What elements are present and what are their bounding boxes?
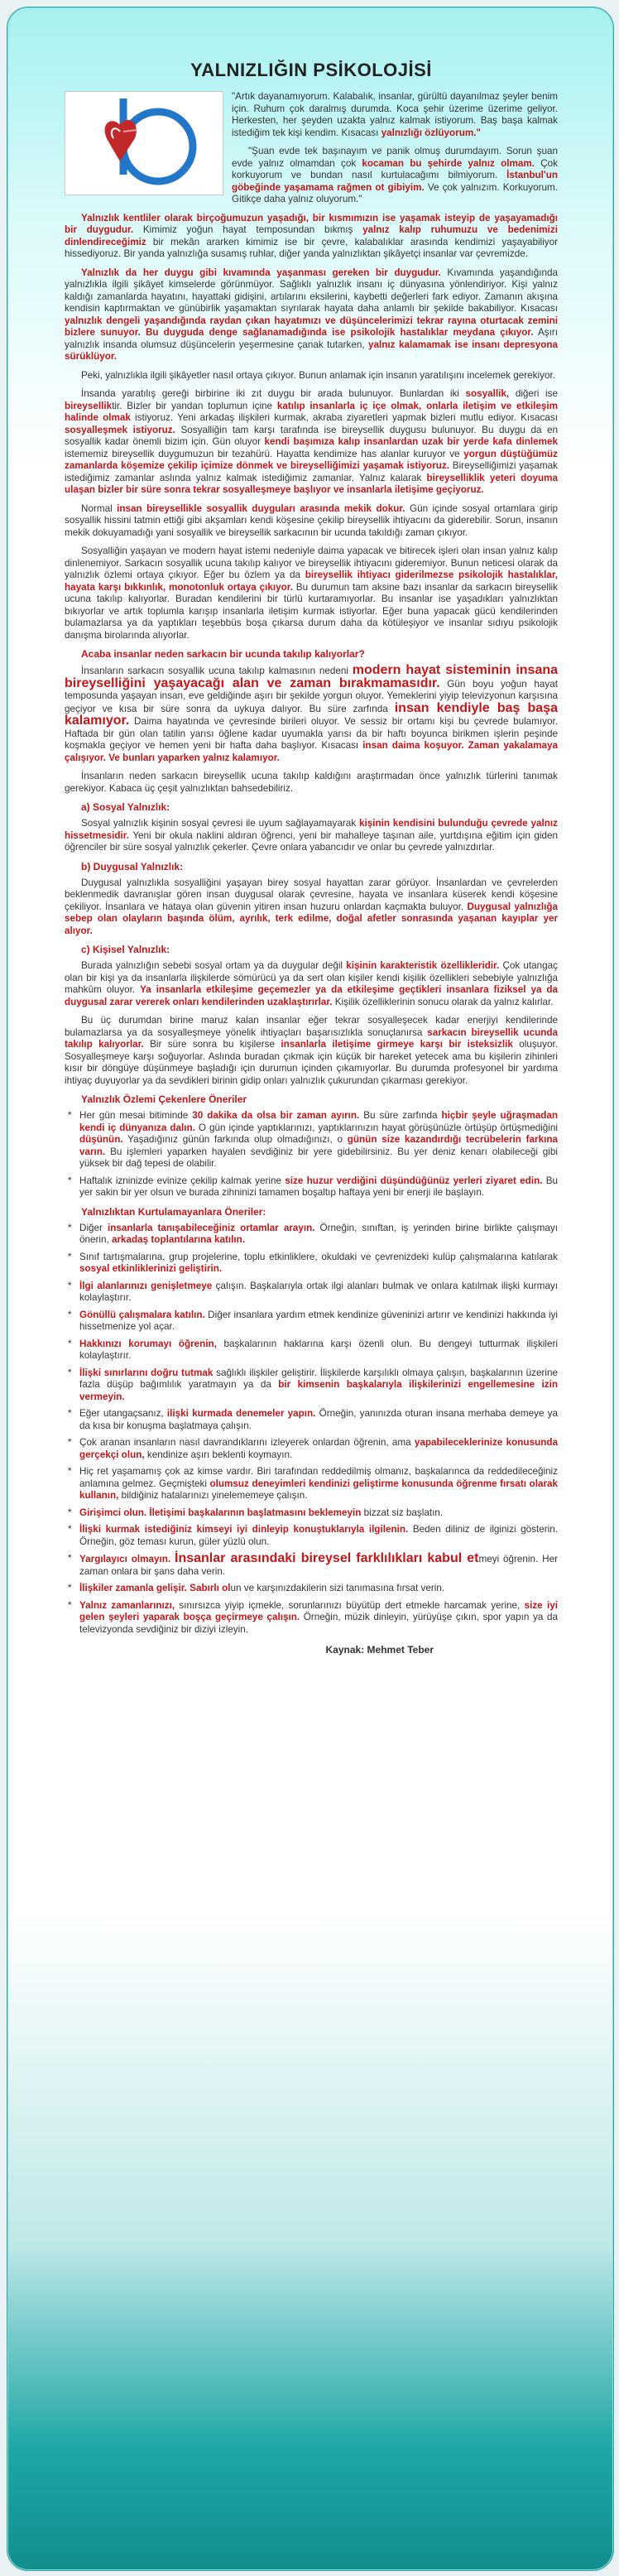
- body-text: Sosyal yalnızlık kişinin sosyal çevresi ile uyum sağlayamayarak: [81, 818, 359, 829]
- highlight-text: sosyal etkinliklerinizi geliştirin.: [79, 1263, 223, 1274]
- body-text: İnsanların sarkacın sosyallik ucuna takılıp kalmasının nedeni: [81, 666, 353, 676]
- highlight-text: günün size kazandırdığı tecrübelerin farkına varın.: [79, 1134, 558, 1157]
- body-text: İnsanların neden sarkacın bireysellik ucuna takılıp kaldığını araştırmadan önce yalnızlık türlerini tanımak gerekiyor. Kabaca üç çeşit yalnızlıktan bahsedebiliriz.: [65, 771, 558, 794]
- paragraph: [65, 665, 558, 764]
- body-text: Sosyalliğin yaşayan ve modern hayat istemi nedeniyle daima yapacak ve bitirecek işleri olan insan yalnız kalıp dinlenemiyor. Sarkacın sosyallik ucuna takılıp kalıyor ve bireysellik ihtiyacını gideremiyor. Bunun neticesi olarak da yalnızlık özlemi ortaya çıkıyor. Eğer bu özlem ya da: [65, 545, 558, 580]
- highlight-text: İlgi alanlarınızı genişletmeye: [79, 1280, 213, 1291]
- body-text: Bu işlemleri yaparken hayalen sevdiğiniz bir yere gidebilirsiniz. Bu yer deniz kenarı olabileceği gibi yüksek bir dağ tepesi de olabilir.: [79, 1146, 558, 1169]
- highlight-text: modern hayat sisteminin insana bireyselliğini yaşayacağı alan ve zaman bırakmamasıdır.: [65, 663, 559, 690]
- paragraph: [65, 545, 558, 642]
- body-text: Gün boyu yoğun hayat temposunda yaşayan insan, eve geldiğinde aşırı bir şekilde yorgun oluyor. Yemeklerini yiyip televizyonun karşısına geçiyor ve kısa bir süre sonra da uykuya dalıyor. Bu süre zarfında: [65, 678, 558, 714]
- body-text: Örneğin, sınıftan, iş yerinden birine birlikte çalışmayı önerin,: [79, 1222, 558, 1245]
- body-text: başkalarının haklarına karşı özenli olun. Bu dengeyi tutturmak ilişkileri kolaylaştırır.: [79, 1338, 558, 1361]
- paragraph: [65, 771, 558, 795]
- highlight-text: katılıp insanlarla iç içe olmak, onlarla iletişim ve etkileşim halinde olmak: [65, 400, 558, 423]
- body-text: Sınıf tartışmalarına, grup projelerine, toplu etkinliklere, okuldaki ve çevrenizdeki kulüp çalışmalarına katılarak: [79, 1251, 558, 1262]
- body-text: Aşırı yalnızlık insanda olumsuz düşüncelerin yeşermesine çanak tutarken,: [65, 327, 558, 350]
- body-text: Beden diliniz de ilginizi gösterin. Örneğin, göz teması kurun, güler yüzlü olun.: [79, 1524, 558, 1547]
- tips2-heading: Yalnızlıktan Kurtulamayanlara Öneriler:: [81, 1205, 266, 1218]
- list-item: [79, 1507, 558, 1520]
- body-text: Diğer: [79, 1222, 108, 1233]
- highlight-text: insanlarla tanışabileceğiniz ortamlar arayın.: [107, 1222, 315, 1233]
- emotional-loneliness-text: [65, 877, 558, 938]
- body-text: un ve karşınızdakilerin sizi tanımasına fırsat verin.: [230, 1583, 445, 1593]
- body-text: meyi öğrenin. Her zaman onlara bir şans daha verin.: [79, 1554, 558, 1577]
- highlight-text: Hakkınızı korumayı öğrenin,: [79, 1338, 217, 1349]
- body-text: Burada yalnızlığın sebebi sosyal ortam ya da duygular değil: [81, 960, 347, 971]
- highlight-text: Duygusal yalnızlığa sebep olan olayların başında ölüm, ayrılık, terk edilme, doğal afetler sonrasında yaşanan kayıplar yer alıyor.: [65, 901, 559, 936]
- highlight-text: bireyselliklik yeteri doyuma ulaşan bizler bir süre sonra tekrar sosyalleşmeye başlıyor ve insanlarla iletişime geçiyoruz.: [65, 472, 558, 495]
- list-item: [79, 1466, 558, 1502]
- highlight-text: İnsanlar arasındaki bireysel farklılıkları kabul et: [175, 1551, 479, 1565]
- body-text: Çok aranan insanların nasıl davrandıklarını izleyerek onlardan öğrenin, ama: [79, 1437, 415, 1448]
- highlight-text: yalnızlığı özlüyorum.": [381, 127, 482, 138]
- question-heading: Acaba insanlar neden sarkacın bir ucunda takılıp kalıyorlar?: [81, 648, 365, 660]
- body-text: çalışın. Başkalarıyla ortak ilgi alanları bulmak ve onlara katılmak ilişki kurmayı kolaylaştırır.: [79, 1280, 559, 1303]
- body-text: Bir süre sonra bu kişilerse: [143, 1039, 281, 1050]
- highlight-text: kişinin kendisini bulunduğu çevrede yalnız hissetmesidir.: [65, 818, 558, 841]
- tips2-list: [65, 1223, 558, 1636]
- body-paragraphs-2: [65, 665, 558, 795]
- list-item: [79, 1310, 558, 1334]
- list-item: [79, 1110, 558, 1170]
- paragraph: [65, 267, 558, 363]
- social-loneliness-text: [65, 818, 558, 854]
- personal-loneliness-text: [65, 960, 558, 1087]
- highlight-text: Ya insanlarla etkileşime geçemezler ya da etkileşime geçtikleri insanlara fiziksel ya da duygusal zarar vererek onları kendilerinden uzaklaştırırlar.: [65, 984, 559, 1007]
- body-text: Kıvamında yaşandığında yalnızlıkla ilgili şikâyet kimselerde görünmüyor. Sağlıklı yalnızlık insanı iç dünyasına yönlendiriyor. Kişi yalnız kaldığı zamanlarda hayatını, hayattaki gidişini, artılarını eksilerini, kaybetti değerleri fark ediyor. Zamanın akışına kendisin kaptırmaktan ve günübirlik yaşamaktan sıyrılarak hayata daha anlamlı bir şekilde bakabiliyor. Kısacası: [65, 267, 558, 314]
- highlight-text: 30 dakika da olsa bir zaman ayırın.: [192, 1110, 360, 1121]
- tips-list: [65, 1110, 558, 1199]
- personal-loneliness-heading: c) Kişisel Yalnızlık:: [81, 944, 170, 955]
- highlight-text: size iyi gelen şeyleri yaparak boşça geçirmeye çalışın.: [79, 1599, 558, 1622]
- highlight-text: yapabileceklerinize konusunda gerçekçi olun,: [79, 1437, 558, 1460]
- body-text: "Şuan evde tek başınayım ve panik olmuş durumdayım. Sorun şuan evde yalnız olmamdan çok: [232, 146, 558, 169]
- author-credit: Kaynak: Mehmet Teber: [325, 1644, 434, 1656]
- logo-graphic: [65, 92, 223, 195]
- body-text: Gün içinde sosyal ortamlara girip sosyallik hissini tatmin ettiği gibi akşamları kendi köşesine çekilip bireysellik ihtiyacını da giderebilir. Sorun, insanın mekik dokuyamadığı yani sosyallik ve bireysellik sarkacının bir ucunda takıldığı zaman çıkıyor.: [65, 502, 558, 538]
- highlight-text: İlişki kurmak istediğiniz kimseyi iyi dinleyip konuştuklarıyla ilgilenin.: [79, 1524, 409, 1535]
- body-text: O gün içinde yaptıklarınızı, yaptıklarınızın hayat görüşünüzle örtüşüp örtüşmediğini: [194, 1122, 558, 1133]
- highlight-text: İlişkiler zamanla gelişir. Sabırlı ol: [79, 1583, 231, 1593]
- highlight-text: Yalnızlık da her duygu gibi kıvamında yaşanması gereken bir duygudur.: [81, 267, 441, 278]
- body-text: Diğer insanlara yardım etmek kendinize güveninizi artırır ve kendinizi hakkında iyi hissetmenize yol açar.: [79, 1309, 558, 1332]
- highlight-text: sosyallik,: [465, 388, 510, 399]
- highlight-text: İstanbul'un göbeğinde yaşamama rağmen ot gibiyim.: [232, 170, 558, 193]
- highlight-text: bir kimsenin başkalarıyla ilişkilerinizi engellemesine izin vermeyin.: [79, 1379, 558, 1402]
- paragraph: [65, 1015, 558, 1087]
- body-text: Bu yer sakin bir yer olsun ve burada zihninizi tamamen boşaltıp haftaya yeni bir enerji ile başlayın.: [79, 1175, 558, 1198]
- list-item: [79, 1223, 558, 1247]
- list-item: [79, 1338, 558, 1362]
- highlight-text: yalnız kalamamak ise insanı depresyona sürüklüyor.: [65, 339, 558, 362]
- body-text: sağlıklı ilişkiler geliştirir. İlişkilerde karşılıklı olmaya çalışın, başkalarının üzerine fazla düşüp bağımlılık yaratmayın ya da: [79, 1367, 558, 1390]
- body-text: Yaşadığınız günün farkında olup olmadığınızı, o: [122, 1134, 348, 1145]
- highlight-text: insanlarla iletişime girmeye karşı bir isteksizlik: [281, 1039, 513, 1050]
- body-text: Örneğin, müzik dinleyin, yürüyüşe çıkın, spor yapın ya da televizyonda sevdiğiniz bir diziyi izleyin.: [79, 1612, 558, 1635]
- list-item: [79, 1553, 558, 1578]
- highlight-text: bireysellik ihtiyacı giderilmezse psikolojik hastalıklar, hayata karşı bıkkınlık, monotonluk ortaya çıkıyor.: [65, 570, 558, 593]
- list-item: [79, 1437, 558, 1461]
- body-text: istememiz bireysellik duygumuzun bir tezahürü. Hayatta kendimize has alanlar kuruyor ve: [65, 448, 464, 459]
- highlight-text: yorgun düştüğümüz zamanlarda köşemize çekilip içimize dönmek ve bireyselliğimizi yaşamak istiyoruz.: [65, 448, 558, 471]
- highlight-text: Yargılayıcı olmayın.: [79, 1554, 171, 1564]
- body-text: "Artık dayanamıyorum. Kalabalık, insanlar, gürültü dayanılmaz şeyler benim için. Ruhum çok daralmış durumda. Koca şehir üzerime üzerime geliyor. Herkesten, her şeyden uzakta yalnız kalmak istiyorum. Baş başa kalmak istediğim tek kişi kendim. Kısacası: [232, 91, 558, 138]
- body-text: Bireyselliğimizi yaşamak istediğimiz zamanlar aslında yalnız kalmak istediğimiz zamanlar. Yalnız kalarak: [65, 460, 558, 483]
- body-paragraphs: [65, 213, 558, 642]
- body-text: Duygusal yalnızlıkla sosyalliğini yaşayan birey sosyal hayattan zarar görüyor. İnsanlardan ve çevrelerden beklenmedik davranışlar gören insan duygusal olarak çevresine, hayata ve insanlara küserek kendi köşesine çekiliyor. İnsanlara ve hataya olan güvenin yitiren insan huzuru onlardan kaçmakta buluyor.: [65, 877, 558, 912]
- paragraph: [65, 503, 558, 540]
- body-text: Kimimiz yoğun hayat temposundan bıkmış: [133, 224, 363, 235]
- article: [65, 60, 558, 1656]
- page-title: YALNIZLIĞIN PSİKOLOJİSİ: [190, 60, 432, 80]
- highlight-text: insan bireysellikle sosyallik duyguları arasında mekik dokur.: [117, 502, 405, 514]
- paragraph: [65, 213, 558, 261]
- paragraph: [65, 388, 558, 497]
- tips-heading: Yalnızlık Özlemi Çekenlere Öneriler: [81, 1093, 247, 1105]
- highlight-text: yalnızlık dengeli yaşandığında raydan çıkan hayatımızı ve düşüncelerimizi tekrar rayına oturtacak zemini bizlere sunuyor. Bu duyguda denge sağlanamadığında ise psikolojik hastalıklar meydana çıkıyor.: [65, 315, 558, 338]
- emotional-loneliness-heading: b) Duygusal Yalnızlık:: [81, 860, 184, 872]
- body-text: Eğer utangaçsanız,: [79, 1408, 167, 1419]
- body-text: Bu süre zarfında: [359, 1110, 442, 1121]
- highlight-text: Yalnızlık kentliler olarak birçoğumuzun yaşadığı, bir kısmımızın ise yaşamak isteyip de yaşayamadığı bir duygudur.: [65, 212, 558, 235]
- list-item: [79, 1583, 558, 1595]
- body-text: sınırsızca yiyip içmekle, sorunlarınızı büyütüp dert etmekle harcamak yerine,: [175, 1599, 525, 1611]
- body-text: bir mekân ararken kimimiz ise bir çevre, kalabalıklar arasında kendimizi yaşayabiliyor hissediyoruz. Bir yanda yalnızlığa susamış ruhlar, diğer yanda yalnızlıktan şikâyetçi insanlar var çevremizde.: [65, 236, 558, 259]
- body-text: istiyoruz. Yeni arkadaş ilişkileri kurmak, akraba ziyaretleri yapmak bizleri mutlu ediyor. Kısacası: [130, 412, 558, 423]
- body-text: Bu üç durumdan birine maruz kalan insanlar eğer tekrar sosyalleşecek kadar enerjiyi kendilerinde bulamazlarsa ya da sosyalleşmeye yönelik ihtiyaçları başarısızlıkla sonuçlanırsa: [65, 1015, 558, 1038]
- highlight-text: Gönüllü çalışmalara katılın.: [79, 1309, 205, 1320]
- list-item: [79, 1524, 558, 1548]
- highlight-text: bireysellik: [65, 400, 113, 411]
- highlight-text: Yalnız zamanlarınızı,: [79, 1599, 175, 1611]
- body-text: Kişilik özelliklerinin sonucu olarak da yalnız kalırlar.: [332, 996, 554, 1007]
- body-text: Çok korkuyorum ve bundan nasıl kurtulacağımı bilmiyorum.: [232, 157, 558, 180]
- list-item: [79, 1408, 558, 1432]
- body-text: oluşuyor. Sosyalleşmeye karşı soğuyorlar. Aslında buradan çıkmak için küçük bir hareket yetecek ama bu kişilerin zihinleri kısır bir döngüye düşünmeye başladığı için durumun içinden çıkamıyorlar. Bu durumda profesyonel bir yardıma ihtiyaç duyuyorlar ya da sevdikleri birinin gidip onları yalnızlık çukurundan çıkarması gerekiyor.: [65, 1039, 559, 1086]
- body-text: Ve çok yalnızım. Korkuyorum. Gitikçe daha yalnız oluyorum.": [232, 181, 559, 204]
- body-text: Daima hayatında ve çevresinde birileri oluyor. Ve sessiz bir ortamı kişi bu çevrede bulamıyor. Haftada bir gün olan tatilin yarısı öğlene kadar uyumakla yarısı da bir haftı boyunca birikmen işlerin peşinde koşmakla geçiyor ve hemen yeni bir hafta daha başlıyor. Kısacası: [65, 716, 558, 751]
- highlight-text: size huzur verdiğini düşündüğünüz yerleri ziyaret edin.: [285, 1175, 543, 1186]
- body-text: Her gün mesai bitiminde: [79, 1110, 193, 1121]
- body-text: Sosyalliğin tam karşı tarafında ise bireysellik duygusu bulunuyor. Bu duygu da en sosyallik kadar önemli bizim için. Gün oluyor: [65, 424, 559, 447]
- social-loneliness-heading: a) Sosyal Yalnızlık:: [81, 801, 170, 813]
- body-text: Normal: [81, 502, 118, 514]
- highlight-text: İlişki sınırlarını doğru tutmak: [79, 1367, 214, 1378]
- heart-in-circle-logo: [65, 91, 223, 195]
- body-text: diğeri ise: [509, 388, 558, 399]
- highlight-text: insan daima koşuyor. Zaman yakalamaya çalışıyor. Ve bunları yaparken yalnız kalamıyor.: [65, 740, 558, 763]
- highlight-text: Girişimci olun. İletişimi başkalarının başlatmasını beklemeyin: [79, 1507, 362, 1518]
- highlight-text: sarkacın bireysellik ucunda takılıp kalıyorlar.: [65, 1026, 558, 1050]
- body-text: Peki, yalnızlıkla ilgili şikâyetler nasıl ortaya çıkıyor. Bunun anlamak için insanın yaratılışını incelemek gerekiyor.: [81, 369, 555, 381]
- list-item: [79, 1175, 558, 1199]
- list-item: [79, 1281, 558, 1305]
- body-text: bizzat siz başlatın.: [361, 1507, 444, 1518]
- body-text: Yeni bir okula naklini aldıran öğrenci, yeni bir mahalleye taşınan aile, yurtdışına eğitim için giden öğrenciler bir süre sosyal yalnızlık çekerler. Çevre onlara yabancıdır ve onlar bu çevrede yalnızdırlar.: [65, 829, 558, 853]
- paragraph: [65, 960, 558, 1008]
- highlight-text: insan kendiyle baş başa kalamıyor.: [65, 700, 559, 728]
- body-text: bildiğiniz hatalarınızı yinelememeye çalışın.: [118, 1490, 308, 1501]
- highlight-text: kocaman bu şehirde yalnız olmam.: [362, 157, 535, 169]
- highlight-text: arkadaş toplantılarına katılın.: [111, 1234, 246, 1245]
- highlight-text: ilişki kurmada denemeler yapın.: [166, 1408, 316, 1419]
- highlight-text: yalnız kalıp ruhumuzu ve bedenimizi dinlendireceğimiz: [65, 224, 558, 248]
- body-text: tir. Bizler bir yandan toplumun içine: [112, 400, 277, 411]
- body-text: Örneğin, yanınızda oturan insana merhaba demeye ya da kısa bir konuşma başlatmaya çalışın.: [79, 1408, 558, 1431]
- body-text: Bu durumun tam aksine bazı insanlar da sarkacın bireysellik ucuna takılıp kalıyorlar. Buradan kendilerini bir türlü kurtaramıyorlar. Bu insanlar ise yaşadıkları yalnızlıktan bıkıyorlar ve artık toplumla karışıp insanlarla iletişim kurmak istiyorlar. Eğer buna yapacak gücü kendilerinden bulamazlarsa ya da yaptıkları teşebbüs boşa çıkarsa durum daha da kötüleşiyor ve insanlar sıdıyu psikolojik danışma birolarında alıyorlar.: [65, 581, 558, 641]
- highlight-text: düşünün.: [79, 1134, 123, 1145]
- body-text: İnsanda yaratılış gereği birbirine iki zıt duygu bir arada bulunuyor. Bunlardan iki: [81, 388, 466, 399]
- list-item: [79, 1252, 558, 1276]
- highlight-text: kendi başımıza kalıp insanlardan uzak bir yerde kafa dinlemek: [264, 436, 558, 447]
- body-text: Hiç ret yaşamamış çok az kimse vardır. Biri tarafından reddedilmiş olmanız, başkalarınca da reddedileceğiniz anlamına gelmez. Geçmişteki: [79, 1466, 558, 1489]
- highlight-text: olumsuz deneyimleri kendinizi geliştirme konusunda öğrenme fırsatı olarak kullanın,: [79, 1478, 558, 1501]
- paragraph: [65, 370, 558, 382]
- list-item: [79, 1600, 558, 1636]
- highlight-text: kişinin karakteristik özellikleridir.: [346, 960, 500, 971]
- list-item: [79, 1367, 558, 1404]
- highlight-text: hiçbir şeyle uğraşmadan kendi iç dünyanıza dalın.: [79, 1110, 558, 1133]
- body-text: Çok utangaç olan bir kişi ya da insanlarla ilişkilerde sömürücü ya da sert olan kişiler kendi kişilik özellikleri sebebiyle yalnızlığa mahkûm oluyor.: [65, 960, 558, 995]
- body-text: Haftalık izninizde evinize çekilip kalmak yerine: [79, 1175, 286, 1186]
- body-text: kendinize aşırı beklenti koymayın.: [144, 1449, 293, 1460]
- highlight-text: sosyalleşmek istiyoruz.: [65, 424, 175, 435]
